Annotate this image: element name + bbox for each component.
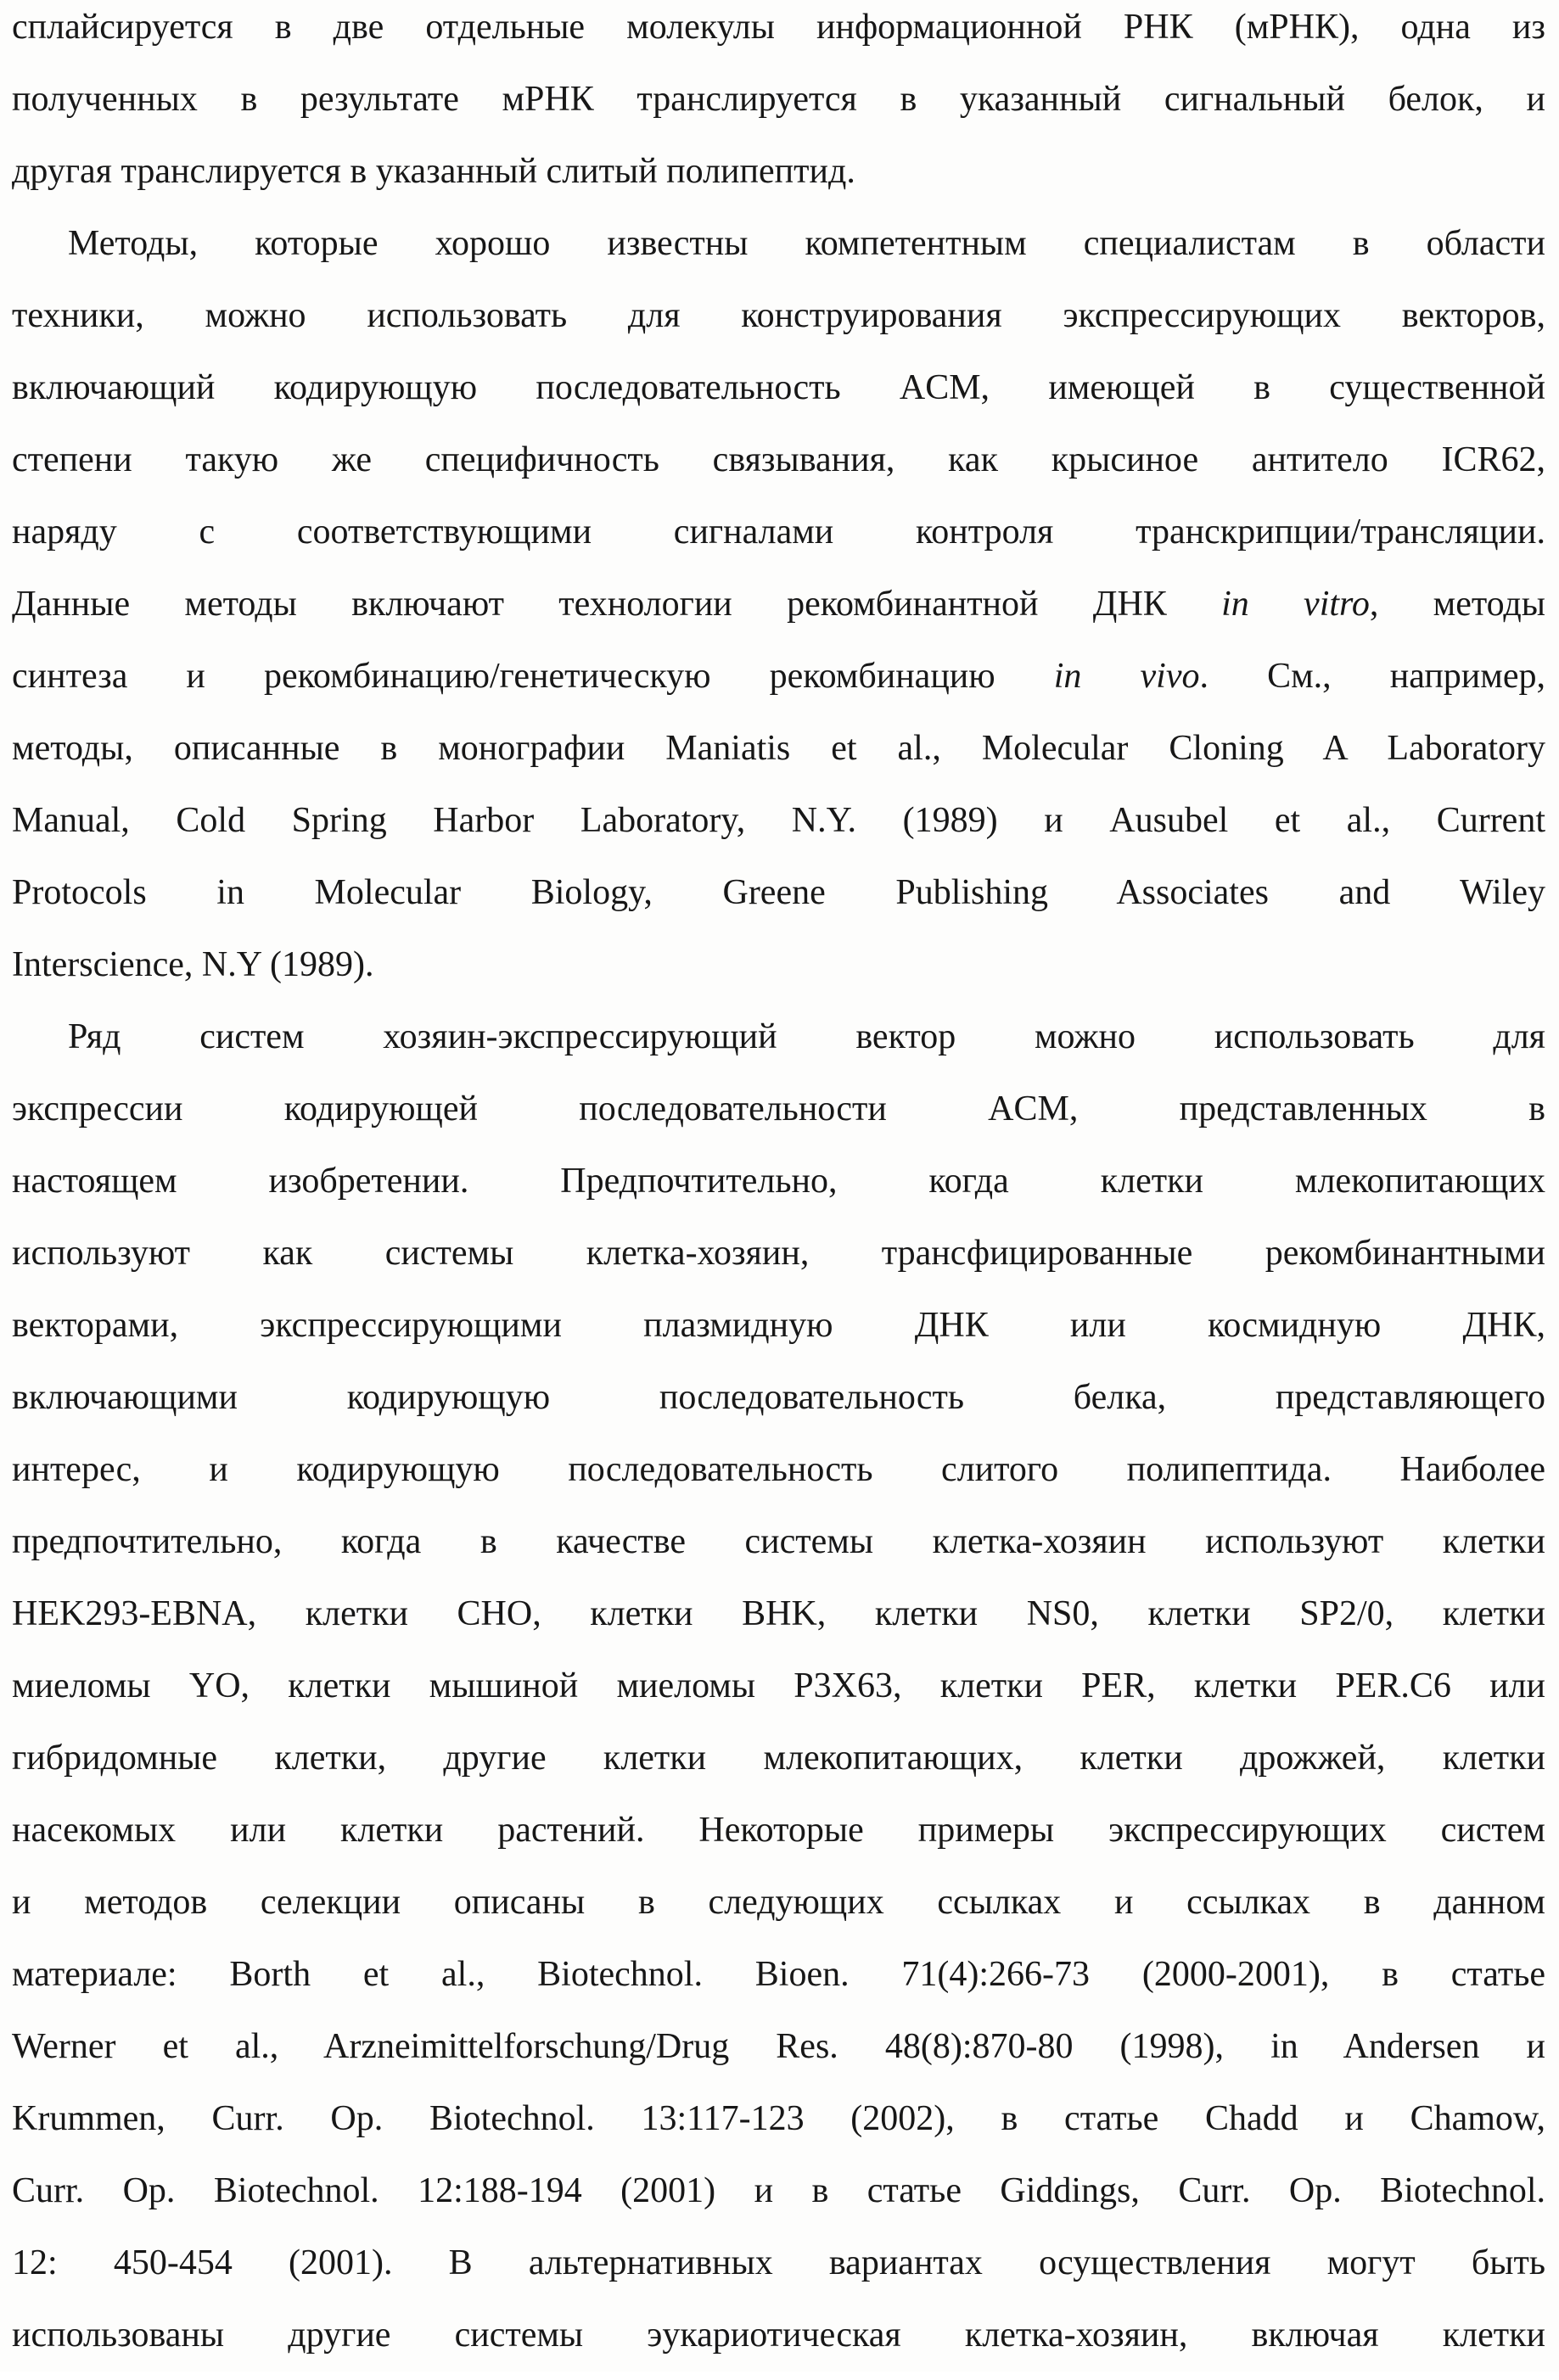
text-segment: гибридомные клетки, другие клетки млекопитающих, клетки дрожжей, клетки	[12, 1739, 1545, 1778]
text-segment: методы, описанные в монографии Maniatis et al., Molecular Cloning A Laboratory	[12, 729, 1545, 768]
text-segment: Manual, Cold Spring Harbor Laboratory, N.Y. (1989) и Ausubel et al., Current	[12, 801, 1545, 840]
text-segment: . См., например,	[1199, 657, 1545, 696]
text-segment: Krummen, Curr. Op. Biotechnol. 13:117-123 (2002), в статье Chadd и Chamow,	[12, 2099, 1545, 2138]
text-segment: и методов селекции описаны в следующих ссылках и ссылках в данном	[12, 1883, 1545, 1922]
text-segment: Ряд систем хозяин-экспрессирующий вектор можно использовать для	[68, 1017, 1545, 1056]
text-segment: включающий кодирующую последовательность ACM, имеющей в существенной	[12, 368, 1545, 407]
text-segment: синтеза и рекомбинацию/генетическую рекомбинацию	[12, 657, 1054, 696]
text-segment: другая транслируется в указанный слитый полипептид.	[12, 152, 855, 191]
text-segment: материале: Borth et al., Biotechnol. Bioen. 71(4):266-73 (2000-2001), в статье	[12, 1955, 1545, 1994]
text-line	[12, 1290, 1545, 1362]
text-line	[12, 1218, 1545, 1290]
text-segment: предпочтительно, когда в качестве системы клетка-хозяин используют клетки	[12, 1522, 1545, 1561]
text-line	[12, 1362, 1545, 1434]
text-segment: степени такую же специфичность связывания, как крысиное антитело ICR62,	[12, 440, 1545, 479]
text-segment: экспрессии кодирующей последовательности ACM, представленных в	[12, 1089, 1545, 1128]
text-line	[12, 2083, 1545, 2155]
text-line	[12, 2227, 1545, 2299]
text-segment: Protocols in Molecular Biology, Greene Publishing Associates and Wiley	[12, 873, 1545, 912]
text-line	[12, 1506, 1545, 1578]
text-segment: насекомых или клетки растений. Некоторые примеры экспрессирующих систем	[12, 1811, 1545, 1850]
text-line	[12, 136, 1545, 208]
text-line	[12, 208, 1545, 280]
text-line	[12, 713, 1545, 785]
text-line	[12, 1795, 1545, 1867]
text-segment: 12: 450-454 (2001). В альтернативных вариантах осуществления могут быть	[12, 2243, 1545, 2282]
text-line	[12, 2299, 1545, 2372]
text-line	[12, 2155, 1545, 2227]
text-segment: техники, можно использовать для конструирования экспрессирующих векторов,	[12, 296, 1545, 335]
text-segment: Методы, которые хорошо известны компетентным специалистам в области	[68, 224, 1545, 263]
text-segment: используют как системы клетка-хозяин, трансфицированные рекомбинантными	[12, 1234, 1545, 1273]
text-segment: миеломы YO, клетки мышиной миеломы P3X63, клетки PER, клетки PER.C6 или	[12, 1666, 1545, 1705]
text-line	[12, 857, 1545, 929]
text-segment: настоящем изобретении. Предпочтительно, когда клетки млекопитающих	[12, 1162, 1545, 1201]
text-line	[12, 1073, 1545, 1145]
italic-text-segment: in vivo	[1053, 657, 1200, 696]
text-segment: наряду с соответствующими сигналами контроля транскрипции/трансляции.	[12, 512, 1545, 552]
text-line	[12, 1001, 1545, 1073]
text-line	[12, 785, 1545, 857]
text-line	[12, 1867, 1545, 1939]
text-line	[12, 280, 1545, 352]
text-segment: сплайсируется в две отдельные молекулы информационной РНК (мРНК), одна из	[12, 8, 1545, 47]
text-segment: Werner et al., Arzneimittelforschung/Drug Res. 48(8):870-80 (1998), in Andersen и	[12, 2027, 1545, 2066]
text-line	[12, 424, 1545, 496]
text-segment: Данные методы включают технологии рекомбинантной ДНК	[12, 585, 1222, 624]
text-segment: векторами, экспрессирующими плазмидную ДНК или космидную ДНК,	[12, 1306, 1545, 1345]
text-segment: полученных в результате мРНК транслируется в указанный сигнальный белок, и	[12, 80, 1545, 119]
text-line	[12, 64, 1545, 136]
text-line	[12, 352, 1545, 424]
text-segment: включающими кодирующую последовательность белка, представляющего	[12, 1378, 1545, 1417]
text-line	[12, 1145, 1545, 1218]
text-line	[12, 929, 1545, 1001]
text-line	[12, 0, 1545, 64]
text-line	[12, 1939, 1545, 2011]
text-line	[12, 496, 1545, 568]
text-line	[12, 1434, 1545, 1506]
text-block	[12, 0, 1545, 2372]
text-segment: использованы другие системы эукариотическая клетка-хозяин, включая клетки	[12, 2316, 1545, 2355]
text-segment: HEK293-EBNA, клетки CHO, клетки BHK, клетки NS0, клетки SP2/0, клетки	[12, 1594, 1545, 1633]
text-line	[12, 1650, 1545, 1722]
italic-text-segment: in vitro	[1221, 585, 1370, 624]
text-segment: , методы	[1369, 585, 1545, 624]
text-segment: интерес, и кодирующую последовательность слитого полипептида. Наиболее	[12, 1450, 1545, 1489]
text-line	[12, 1722, 1545, 1795]
text-line	[12, 568, 1545, 641]
text-segment: Curr. Op. Biotechnol. 12:188-194 (2001) и в статье Giddings, Curr. Op. Biotechnol.	[12, 2171, 1545, 2210]
text-line	[12, 2011, 1545, 2083]
text-segment: Interscience, N.Y (1989).	[12, 945, 374, 984]
text-line	[12, 1578, 1545, 1650]
text-line	[12, 641, 1545, 713]
